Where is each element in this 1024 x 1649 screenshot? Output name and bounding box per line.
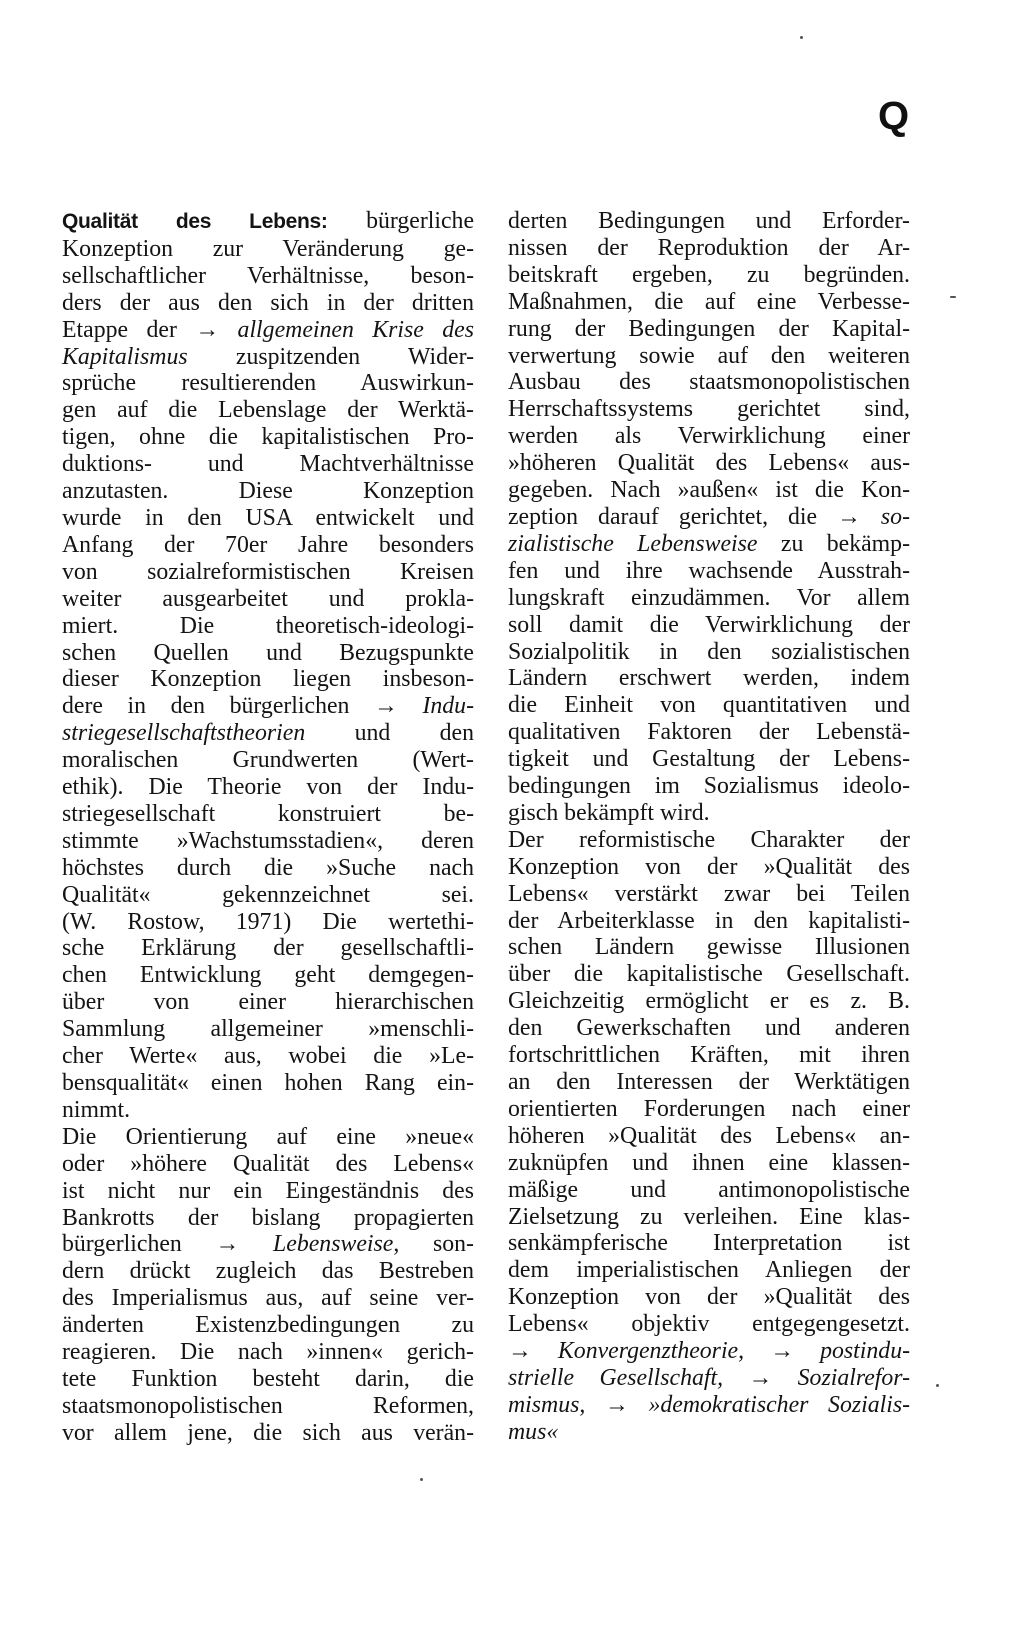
cross-reference-link[interactable]: postindu- (820, 1338, 911, 1365)
scan-speck (936, 1384, 939, 1387)
text-line: duktions- und Machtverhältnisse (62, 451, 474, 478)
text-line: Konzeption von der »Qualität des (508, 1284, 910, 1311)
text-line: chen Entwicklung geht demgegen- (62, 962, 474, 989)
text-line: Qualität« gekennzeichnet sei. (62, 881, 474, 908)
text-line: Der reformistische Charakter der (508, 826, 910, 853)
text-line: sche Erklärung der gesellschaftli- (62, 935, 474, 962)
text-line: beitskraft ergeben, zu begründen. (508, 261, 910, 288)
text-line: höheren »Qualität des Lebens« an- (508, 1122, 910, 1149)
text-line: Bankrotts der bislang propagierten (62, 1204, 474, 1231)
text-line: bensqualität« einen hohen Rang ein- (62, 1070, 474, 1096)
text-line: stimmte »Wachstumsstadien«, deren (62, 827, 474, 854)
text-line: bürgerlichen (62, 1231, 216, 1258)
text-line: tete Funktion besteht darin, die (62, 1365, 474, 1392)
text-line: gegeben. Nach »außen« ist die Kon- (508, 477, 910, 504)
text-line: fen und ihre wachsende Ausstrah- (508, 557, 910, 584)
scan-speck (950, 296, 956, 298)
text-line: dern drückt zugleich das Bestreben (62, 1258, 474, 1285)
text-line: miert. Die theoretisch-ideologi- (62, 612, 474, 639)
arrow-icon: → (195, 316, 220, 343)
cross-reference-link[interactable]: mus« (508, 1418, 559, 1445)
text-line: Sammlung allgemeiner »menschli- (62, 1016, 474, 1043)
text-line: staatsmonopolistischen Reformen, (62, 1392, 474, 1419)
entry-column-left (62, 208, 474, 1447)
cross-reference-link[interactable]: strielle Gesellschaft, (508, 1364, 724, 1391)
scan-speck (800, 36, 803, 39)
text-line: orientierten Forderungen nach einer (508, 1095, 910, 1122)
text-line: der Arbeiterklasse in den kapitalisti- (508, 907, 910, 934)
text-line: qualitativen Faktoren der Lebenstä- (508, 719, 910, 746)
text-line: verwertung sowie auf den weiteren (508, 342, 910, 369)
text-line: nimmt. (62, 1096, 131, 1123)
text-line: die Einheit von quantitativen und (508, 692, 910, 719)
text-line: schen Quellen und Bezugspunkte (62, 639, 474, 666)
text-line: vor allem jene, die sich aus verän- (62, 1419, 474, 1446)
text-line: werden als Verwirklichung einer (508, 423, 910, 450)
text-line: änderten Existenzbedingungen zu (62, 1312, 474, 1339)
entry-column-right (508, 208, 910, 1446)
text-line: Zielsetzung zu verleihen. Eine klas- (508, 1203, 910, 1230)
text-line: gisch bekämpft wird. (508, 799, 710, 826)
arrow-icon: → (748, 1364, 773, 1391)
text-line: höchstes durch die »Suche nach (62, 854, 474, 881)
text-line: ders der aus den sich in der dritten (62, 289, 474, 316)
text-line: gen auf die Lebenslage der Werktä- (62, 397, 474, 424)
text-line: sellschaftlicher Verhältnisse, beson- (62, 262, 474, 289)
text-line: Maßnahmen, die auf eine Verbesse- (508, 288, 910, 315)
cross-reference-link[interactable]: allgemeinen Krise des (237, 316, 474, 343)
text-line: Etappe der (62, 316, 196, 343)
text-line: Ausbau des staatsmonopolistischen (508, 369, 910, 396)
text-line: (W. Rostow, 1971) Die wertethi- (62, 908, 474, 935)
text-line: sprüche resultierenden Auswirkun- (62, 370, 474, 397)
text-line: mäßige und antimonopolistische (508, 1176, 910, 1203)
text-line: Lebens« objektiv entgegengesetzt. (508, 1311, 910, 1338)
text-line: cher Werte« aus, wobei die »Le- (62, 1043, 474, 1070)
text-line: tigkeit und Gestaltung der Lebens- (508, 746, 910, 773)
text-line: Die Orientierung auf eine »neue« (62, 1123, 474, 1150)
cross-reference-link[interactable]: so- (880, 503, 911, 530)
text-line: fortschrittlichen Kräften, mit ihren (508, 1042, 910, 1069)
text-line: tigen, ohne die kapitalistischen Pro- (62, 424, 474, 451)
section-letter: Q (878, 94, 910, 138)
text-line: »höheren Qualität des Lebens« aus- (508, 450, 910, 477)
text-line: dere in den bürgerlichen (62, 693, 375, 720)
text-line: Konzeption von der »Qualität des (508, 853, 910, 880)
text-line: Ländern erschwert werden, indem (508, 665, 910, 692)
text-line: Konzeption zur Veränderung ge- (62, 235, 474, 262)
text-line: reagieren. Die nach »innen« gerich- (62, 1339, 474, 1366)
text-line: zuspitzenden Wider- (187, 343, 474, 370)
text-line: bedingungen im Sozialismus ideolo- (508, 773, 910, 800)
cross-reference-link[interactable]: striegesellschaftstheorien (62, 720, 306, 747)
text-line: von sozialreformistischen Kreisen (62, 558, 474, 585)
text-line: dieser Konzeption liegen insbeson- (62, 666, 474, 693)
text-line: dem imperialistischen Anliegen der (508, 1257, 910, 1284)
entry-paragraph: Die Orientierung auf eine »neue« oder »höhere Qualität des Lebens« ist nicht nur ein Eingeständnis des Bankrotts der bislang propagierten bürgerlichen → Lebensweise, son- dern drückt zugleich das Bestreben des Imperialismus aus, auf seine ver- änderten Existenzbedingungen zu reagieren. Die nach »innen« gerich- tete Funktion besteht darin, die staatsmonopolistischen Reformen, vor allem jene, die sich aus verän- (62, 1123, 474, 1446)
cross-reference-link[interactable]: zialistische Lebensweise (508, 530, 758, 557)
text-line: nissen der Reproduktion der Ar- (508, 234, 910, 261)
cross-reference-link[interactable]: Lebensweise (273, 1231, 394, 1258)
text-line: wurde in den USA entwickelt und (62, 504, 474, 531)
text-line: Gleichzeitig ermöglicht er es z. B. (508, 988, 910, 1015)
text-line: moralischen Grundwerten (Wert- (62, 747, 474, 774)
arrow-icon: → (605, 1391, 629, 1418)
text-line: den Gewerkschaften und anderen (508, 1015, 910, 1042)
text-line: senkämpferische Interpretation ist (508, 1230, 910, 1257)
text-line: Herrschaftssystems gerichtet sind, (508, 396, 910, 423)
text-line: über von einer hierarchischen (62, 989, 474, 1016)
cross-reference-link[interactable]: mismus, (508, 1391, 586, 1418)
text-line: lungskraft einzudämmen. Vor allem (508, 584, 910, 611)
cross-reference-link[interactable]: Konvergenztheorie, (557, 1338, 745, 1365)
cross-reference-link[interactable]: »demokratischer Sozialis- (648, 1391, 911, 1418)
arrow-icon: → (508, 1338, 532, 1365)
text-line: anzutasten. Diese Konzeption (62, 478, 474, 505)
text-line: Lebens« verstärkt zwar bei Teilen (508, 880, 910, 907)
arrow-icon: → (837, 503, 861, 530)
text-line: weiter ausgearbeitet und prokla- (62, 585, 474, 612)
text-line: zu bekämp- (757, 530, 910, 557)
text-line: Anfang der 70er Jahre besonders (62, 531, 474, 558)
arrow-icon: → (770, 1338, 794, 1365)
text-line: ethik). Die Theorie von der Indu- (62, 774, 474, 801)
entry-paragraph (508, 208, 910, 827)
text-line: über die kapitalistische Gesellschaft. (508, 961, 910, 988)
text-line: rung der Bedingungen der Kapital- (508, 315, 910, 342)
text-line: an den Interessen der Werktätigen (508, 1069, 910, 1095)
text-line: des Imperialismus aus, auf seine ver- (62, 1285, 474, 1312)
entry-paragraph (508, 827, 910, 1446)
text-line: soll damit die Verwirklichung der (508, 611, 910, 638)
arrow-icon: → (374, 693, 398, 720)
cross-reference-link[interactable]: Kapitalismus (62, 343, 188, 370)
text-line: oder »höhere Qualität des Lebens« (62, 1150, 474, 1177)
cross-reference-link[interactable]: Sozialrefor- (797, 1364, 910, 1391)
text-line: derten Bedingungen und Erforder- (508, 208, 910, 234)
text-line: ist nicht nur ein Eingeständnis des (62, 1177, 474, 1204)
cross-reference-link[interactable]: Indu- (422, 693, 474, 720)
text-line: zuknüpfen und ihnen eine klassen- (508, 1149, 910, 1176)
scan-speck (420, 1478, 423, 1481)
text-line: striegesellschaft konstruiert be- (62, 800, 474, 827)
entry-paragraph (62, 208, 474, 1124)
text-line: Sozialpolitik in den sozialistischen (508, 638, 910, 665)
text-line: und den (305, 720, 474, 747)
text-line: schen Ländern gewisse Illusionen (508, 934, 910, 961)
headword: Qualität des Lebens: (62, 210, 328, 233)
arrow-icon: → (215, 1231, 240, 1258)
text-line: bürgerliche (327, 208, 475, 234)
text-line: zeption darauf gerichtet, die (508, 503, 838, 530)
